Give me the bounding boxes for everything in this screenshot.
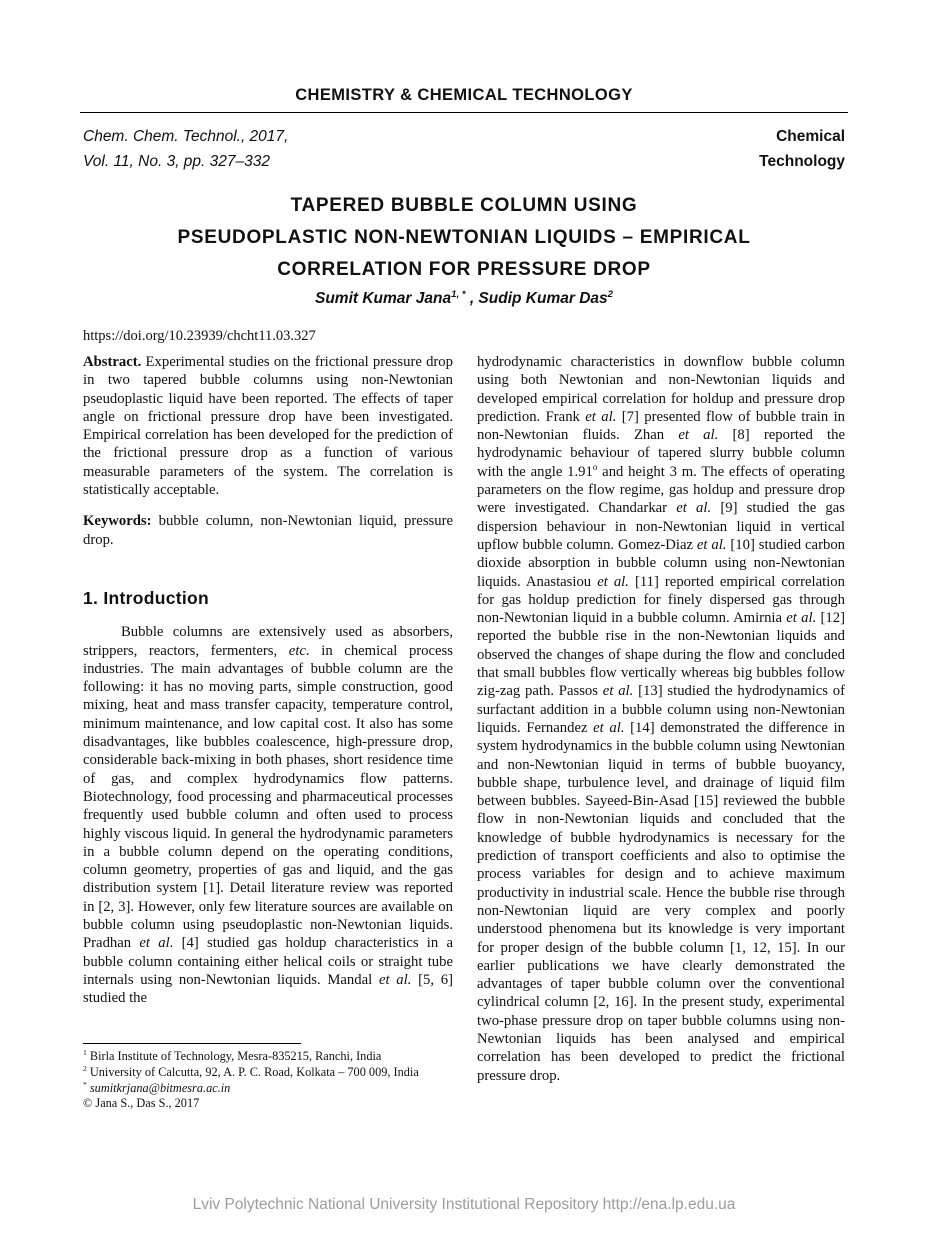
footnote-copyright: © Jana S., Das S., 2017	[83, 1096, 200, 1111]
journal-citation	[83, 124, 288, 174]
footnote-divider-rule	[83, 1043, 301, 1044]
keywords-paragraph: Keywords: bubble column, non-Newtonian liquid, pressure drop.	[83, 513, 453, 548]
footnote-affiliation-1: $^1$ Birla Institute of Technology, Mesra-835215, Ranchi, India	[83, 1047, 382, 1063]
right-column	[477, 353, 845, 1085]
paper-title	[60, 190, 868, 286]
authors-line: Sumit Kumar Jana$^{1, *}$ , Sudip Kumar Das$^2$	[315, 288, 613, 307]
citation-line-1: Chem. Chem. Technol., 2017,	[83, 128, 289, 145]
citation-line-2: Vol. 11, No. 3, pp. 327–332	[83, 153, 270, 170]
footnote-email: * sumitkrjana@bitmesra.ac.in	[83, 1079, 231, 1095]
brand-line-1: Chemical	[776, 128, 845, 145]
title-line-2: PSEUDOPLASTIC NON-NEWTONIAN LIQUIDS – EMPIRICAL	[177, 227, 751, 248]
left-column	[83, 353, 453, 1008]
footnote-affiliation-2: $^2$ University of Calcutta, 92, A. P. C. Road, Kolkata – 700 009, India	[83, 1063, 419, 1079]
journal-brand	[759, 124, 845, 174]
journal-masthead: CHEMISTRY & CHEMICAL TECHNOLOGY	[295, 86, 633, 104]
introduction-paragraph: Bubble columns are extensively used as absorbers, strippers, reactors, fermenters, etc. in chemical process industries. The main advantages of bubble column are the following: it has no moving parts, simple construction, good mixing, heat and mass transfer capacity, temperature control, minimum maintenance, and low capital cost. It also has some disadvantages, like bubbles coalescence, high-pressure drop, considerable back-mixing in both phases, short residence time of gas, and complex hydrodynamics flow patterns. Biotechnology, food processing and pharmaceutical processes frequently used bubble column and often used to process highly viscous liquid. In general the hydrodynamic parameters in a bubble column depend on the operating conditions, column geometry, properties of gas and liquid, and the gas distribution system [1]. Detail literature review was reported in [2, 3]. However, only few literature sources are available on bubble column using pseudoplastic non-Newtonian liquids. Pradhan et al. [4] studied gas holdup characteristics in a bubble column containing either helical coils or straight tube internals using non-Newtonian liquids. Mandal et al. [5, 6] studied the	[83, 624, 453, 1007]
repository-watermark: Lviv Polytechnic National University Institutional Repository http://ena.lp.edu.ua	[192, 1196, 736, 1213]
brand-line-2: Technology	[759, 153, 845, 170]
header-divider-rule	[80, 112, 848, 113]
right-column-paragraph: hydrodynamic characteristics in downflow bubble column using both Newtonian and non-Newtonian liquids and developed empirical correlation for holdup and pressure drop prediction. Frank et al. [7] presented flow of bubble train in non-Newtonian fluids. Zhan et al. [8] reported the hydrodynamic behaviour of tapered slurry bubble column with the angle 1.91$^o$ and height 3 m. The effects of operating parameters on the flow regime, gas holdup and pressure drop were investigated. Chandarkar et al. [9] studied the gas dispersion behaviour in non-Newtonian liquid in vertical upflow bubble column. Gomez-Diaz et al. [10] studied carbon dioxide absorption in bubble column using non-Newtonian liquids. Anastasiou et al. [11] reported empirical correlation for gas holdup prediction for finely dispersed gas through non-Newtonian liquid in a bubble column. Amirnia et al. [12] reported the bubble rise in the non-Newtonian liquids and observed the changes of shape during the flow and concluded that small bubbles flow vertically whereas big bubbles follow zig-zag path. Passos et al. [13] studied the hydrodynamics of surfactant addition in a bubble column using non-Newtonian liquids. Fernandez et al. [14] demonstrated the difference in system hydrodynamics in the bubble column using Newtonian and non-Newtonian liquid in terms of bubble buoyancy, bubble shape, turbulence level, and drainage of liquid film between bubbles. Sayeed-Bin-Asad [15] reviewed the bubble flow in non-Newtonian liquids and concluded that the knowledge of bubble hydrodynamics is necessary for the prediction of transport coefficients and also to optimise the process variables for design and to achieve maximum productivity in industrial scale. Hence the bubble rise through non-Newtonian liquid are very complex and poorly understood phenomena but its knowledge is very important for proper design of the bubble column [1, 12, 15]. In our earlier publications we have clearly demonstrated the advantages of taper bubble column over the conventional cylindrical column [2, 16]. In the present study, experimental two-phase pressure drop on taper bubble columns using non-Newtonian liquids has been analysed and empirical correlation has been developed to predict the frictional pressure drop.	[477, 354, 846, 1084]
doi-text: https://doi.org/10.23939/chcht11.03.327	[83, 328, 316, 344]
footnotes-block	[83, 1043, 453, 1112]
section-heading-introduction: 1. Introduction	[83, 587, 210, 608]
title-line-1: TAPERED BUBBLE COLUMN USING	[290, 195, 638, 216]
abstract-paragraph: Abstract. Experimental studies on the frictional pressure drop in two tapered bubble columns using non-Newtonian pseudoplastic liquid have been reported. The effects of taper angle on frictional pressure drop have been investigated. Empirical correlation has been developed for the prediction of the frictional pressure drop as a function of various measurable parameters of the system. The correlation is statistically acceptable.	[83, 354, 453, 499]
title-line-3: CORRELATION FOR PRESSURE DROP	[277, 259, 651, 280]
